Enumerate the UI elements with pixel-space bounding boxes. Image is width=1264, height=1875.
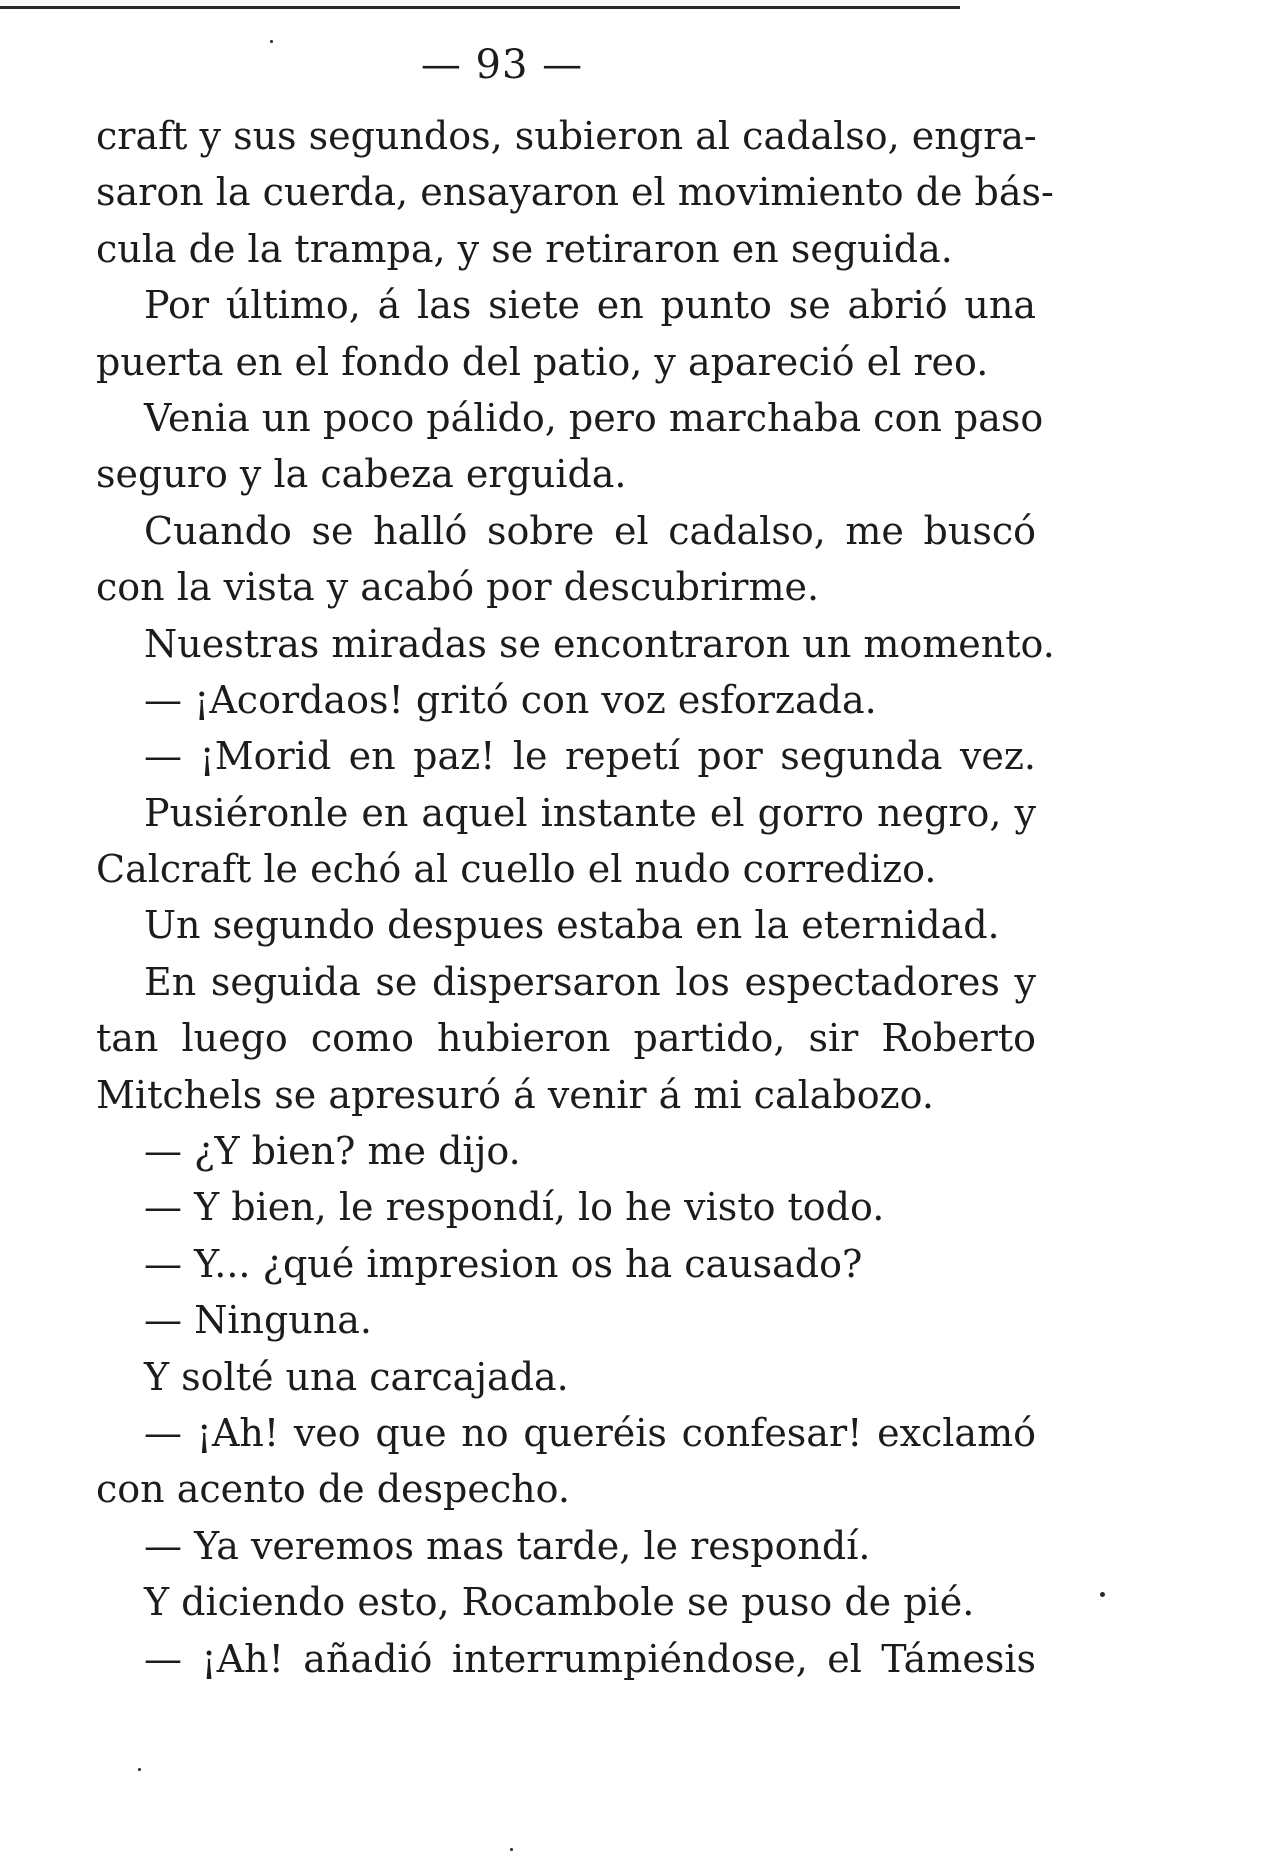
text-line: Un segundo despues estaba en la eternidad. bbox=[144, 903, 1000, 948]
text-line: En seguida se dispersaron los espectadores y bbox=[144, 959, 1036, 1004]
text-line: — ¡Ah! veo que no queréis confesar! exclamó bbox=[144, 1410, 1036, 1455]
top-rule bbox=[0, 6, 960, 9]
text-line: Cuando se halló sobre el cadalso, me buscó bbox=[144, 508, 1036, 553]
text-line: Y diciendo esto, Rocambole se puso de pié. bbox=[144, 1580, 975, 1625]
text-line: puerta en el fondo del patio, y apareció el reo. bbox=[96, 339, 989, 384]
text-line: Mitchels se apresuró á venir á mi calabozo. bbox=[96, 1072, 934, 1117]
body-text bbox=[96, 108, 1055, 1687]
text-line: Y solté una carcajada. bbox=[144, 1354, 569, 1399]
text-line: cula de la trampa, y se retiraron en seguida. bbox=[96, 226, 953, 271]
text-line: saron la cuerda, ensayaron el movimiento de bás- bbox=[96, 170, 1054, 215]
text-line: Por último, á las siete en punto se abrió una bbox=[144, 283, 1036, 328]
text-line: craft y sus segundos, subieron al cadalso, engra- bbox=[96, 114, 1037, 158]
text-line: Venia un poco pálido, pero marchaba con paso bbox=[144, 395, 1044, 440]
text-line: seguro y la cabeza erguida. bbox=[96, 452, 627, 497]
text-line: — ¡Acordaos! gritó con voz esforzada. bbox=[144, 677, 877, 722]
page-number: — 93 — bbox=[420, 42, 584, 88]
print-speck bbox=[510, 1848, 513, 1851]
print-speck bbox=[270, 40, 273, 43]
text-line: Nuestras miradas se encontraron un momento. bbox=[144, 621, 1055, 666]
print-speck bbox=[1100, 1592, 1105, 1597]
text-line: con acento de despecho. bbox=[96, 1467, 570, 1512]
text-line: — ¿Y bien? me dijo. bbox=[144, 1129, 521, 1174]
text-line: — ¡Ah! añadió interrumpiéndose, el Támesis bbox=[144, 1636, 1036, 1681]
text-line: — Ya veremos mas tarde, le respondí. bbox=[144, 1523, 871, 1568]
text-line: — Y... ¿qué impresion os ha causado? bbox=[144, 1241, 863, 1286]
print-speck bbox=[138, 1768, 141, 1771]
text-line: Calcraft le echó al cuello el nudo corredizo. bbox=[96, 847, 937, 892]
text-line: tan luego como hubieron partido, sir Roberto bbox=[96, 1016, 1036, 1061]
text-line: — ¡Morid en paz! le repetí por segunda vez. bbox=[144, 734, 1036, 779]
text-line: con la vista y acabó por descubrirme. bbox=[96, 565, 820, 610]
text-line: — Ninguna. bbox=[144, 1298, 372, 1343]
text-line: — Y bien, le respondí, lo he visto todo. bbox=[144, 1185, 885, 1230]
text-line: Pusiéronle en aquel instante el gorro negro, y bbox=[144, 790, 1036, 835]
